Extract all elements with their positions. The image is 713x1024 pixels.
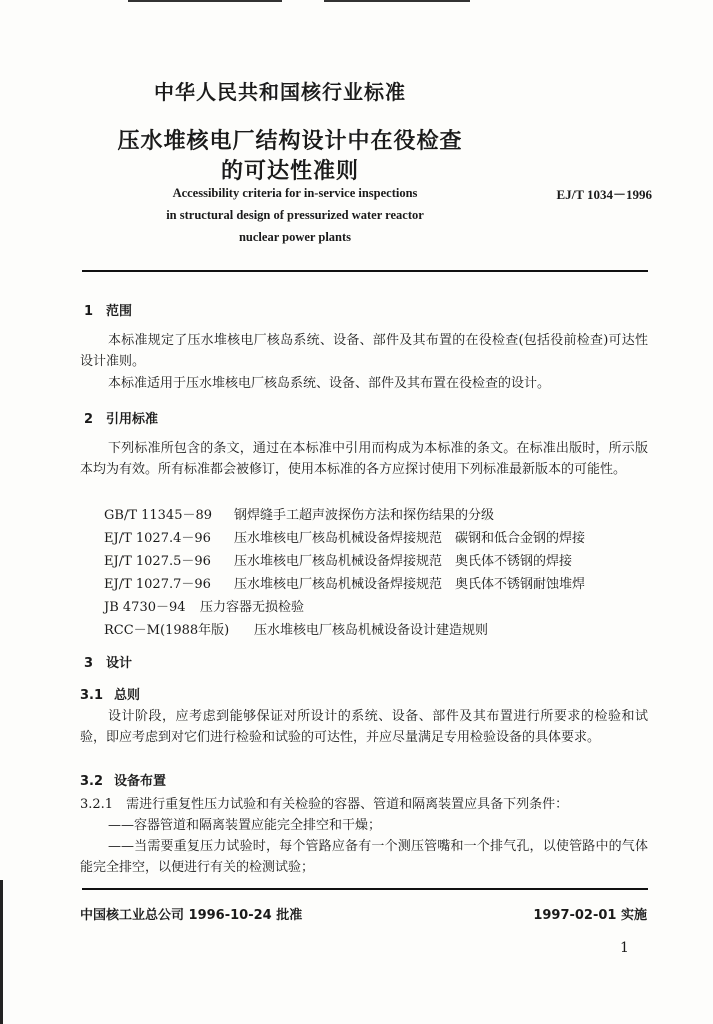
section-number: 3.2 xyxy=(80,774,104,789)
page-number: 1 xyxy=(620,940,629,956)
clause-3-2-1: 3.2.1 需进行重复性压力试验和有关检验的容器、管道和隔离装置应具备下列条件： xyxy=(80,797,569,812)
clause-3-2-1-item-2: ——当需要重复压力试验时，每个管路应备有一个测压管嘴和一个排气孔，以使管路中的气体能完全排空，以便进行有关的检测试验； xyxy=(80,839,648,875)
reference-item xyxy=(104,597,304,618)
reference-title: 压水堆核电厂核岛机械设备焊接规范 奥氏体不锈钢耐蚀堆焊 xyxy=(234,577,586,592)
section-3-1-heading xyxy=(80,684,140,703)
section-title: 范围 xyxy=(106,304,133,319)
section-1-paragraph-1: 本标准规定了压水堆核电厂核岛系统、设备、部件及其布置的在役检查(包括役前检查)可达性设计准则。 xyxy=(80,333,648,369)
reference-title: 压力容器无损检验 xyxy=(200,600,305,615)
reference-code: JB 4730－94 xyxy=(104,600,186,615)
reference-title: 压水堆核电厂核岛机械设备焊接规范 碳钢和低合金钢的焊接 xyxy=(234,531,586,546)
issuing-organization: 中华人民共和国核行业标准 xyxy=(154,80,406,104)
reference-item xyxy=(104,505,494,526)
section-number: 3 xyxy=(84,656,94,671)
footer-rule xyxy=(82,888,648,890)
section-number: 1 xyxy=(84,304,94,319)
scan-edge-line xyxy=(324,0,470,2)
reference-title: 钢焊缝手工超声波探伤方法和探伤结果的分级 xyxy=(234,508,495,523)
section-title: 设备布置 xyxy=(114,774,167,789)
section-2-paragraph-1: 下列标准所包含的条文，通过在本标准中引用而构成为本标准的条文。在标准出版时，所示版本均为有效。所有标准都会被修订，使用本标准的各方应探讨使用下列标准最新版本的可能性。 xyxy=(80,441,648,477)
section-number: 2 xyxy=(84,412,94,427)
reference-item xyxy=(104,528,585,549)
title-en-line2: in structural design of pressurized water reactor xyxy=(166,208,424,222)
section-3-heading xyxy=(84,652,132,671)
standard-number: EJ/T 1034－1996 xyxy=(556,187,652,202)
section-2-heading xyxy=(84,408,158,427)
implementation-date: 1997-02-01 实施 xyxy=(533,908,647,923)
section-3-2-heading xyxy=(80,770,166,789)
title-en-line1: Accessibility criteria for in-service inspections xyxy=(172,186,418,200)
reference-title: 压水堆核电厂核岛机械设备设计建造规则 xyxy=(254,623,489,638)
scan-edge-line xyxy=(128,0,282,2)
reference-code: RCC－M(1988年版) xyxy=(104,623,230,638)
reference-code: EJ/T 1027.4－96 xyxy=(104,531,211,546)
section-1-paragraph-2: 本标准适用于压水堆核电厂核岛系统、设备、部件及其布置在役检查的设计。 xyxy=(108,376,551,391)
section-1-heading xyxy=(84,300,132,319)
section-3-1-paragraph: 设计阶段，应考虑到能够保证对所设计的系统、设备、部件及其布置进行所要求的检验和试验，即应考虑到对它们进行检验和试验的可达性，并应尽量满足专用检验设备的具体要求。 xyxy=(80,709,648,745)
header-rule xyxy=(82,270,648,272)
reference-code: EJ/T 1027.7－96 xyxy=(104,577,211,592)
section-number: 3.1 xyxy=(80,688,104,703)
title-cn-line2: 的可达性准则 xyxy=(220,159,359,184)
approval-note: 中国核工业总公司 1996-10-24 批准 xyxy=(80,908,303,923)
reference-code: EJ/T 1027.5－96 xyxy=(104,554,211,569)
clause-3-2-1-item-1: ——容器管道和隔离装置应能完全排空和干燥； xyxy=(108,818,382,833)
reference-code: GB/T 11345－89 xyxy=(104,508,213,523)
reference-title: 压水堆核电厂核岛机械设备焊接规范 奥氏体不锈钢的焊接 xyxy=(234,554,573,569)
reference-item xyxy=(104,551,572,572)
title-en-line3: nuclear power plants xyxy=(238,230,352,244)
section-title: 设计 xyxy=(106,656,133,671)
reference-item xyxy=(104,620,488,641)
title-cn-line1: 压水堆核电厂结构设计中在役检查 xyxy=(117,129,463,154)
section-title: 引用标准 xyxy=(106,412,159,427)
scan-left-edge xyxy=(0,880,3,1024)
section-title: 总则 xyxy=(114,688,141,703)
reference-item xyxy=(104,574,585,595)
